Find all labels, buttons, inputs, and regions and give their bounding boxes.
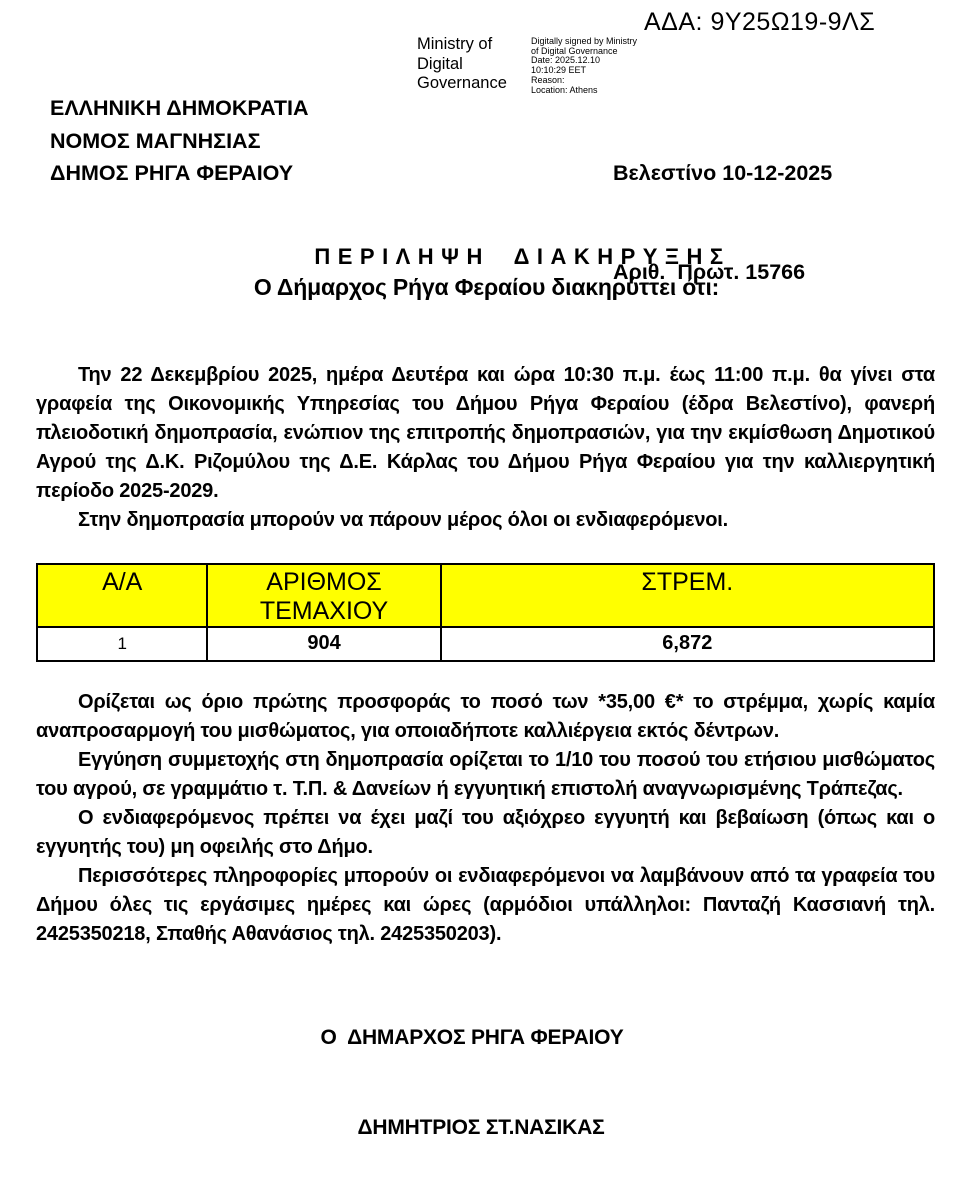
letterhead-line-republic: ΕΛΛΗΝΙΚΗ ΔΗΜΟΚΡΑΤΙΑ: [50, 96, 309, 120]
body-paragraph: Στην δημοπρασία μπορούν να πάρουν μέρος όλοι οι ενδιαφερόμενοι.: [78, 509, 728, 531]
body-paragraph: Την 22 Δεκεμβρίου 2025, ημέρα Δευτέρα και ώρα 10:30 π.μ. έως 11:00 π.μ. θα γίνει στα γραφεία της Οικονομικής Υπηρεσίας του Δήμου Ρήγα Φεραίου (έδρα Βελεστίνο), φανερή πλειοδοτική δημοπρασία, ενώπιον της επιτροπής δημοπρασιών, για την εκμίσθωση Δημοτικού Αγρού της Δ.Κ. Ριζομύλου της Δ.Ε. Κάρλας του Δήμου Ρήγα Φεραίου για την καλλιεργητική περίοδο 2025-2029.: [36, 364, 935, 502]
digital-signature-signer: Ministry of Digital Governance: [417, 35, 507, 92]
signature-detail-line: Reason:: [531, 74, 565, 85]
letterhead-line-prefecture: ΝΟΜΟΣ ΜΑΓΝΗΣΙΑΣ: [50, 128, 261, 153]
signatory-name: ΔΗΜΗΤΡΙΟΣ ΣΤ.ΝΑΣΙΚΑΣ: [357, 1116, 605, 1139]
cell-stremmata: 6,872: [441, 627, 934, 661]
signature-detail-line: Digitally signed by Ministry: [531, 36, 638, 46]
digital-signature-details: [531, 37, 661, 95]
body-paragraph: Εγγύηση συμμετοχής στη δημοπρασία ορίζεται το 1/10 του ποσού του ετήσιου μισθώματος του αγρού, σε γραμμάτιο τ. Τ.Π. & Δανείων ή εγγυητική επιστολή αναγνωρισμένης Τράπεζας.: [36, 749, 935, 800]
document-subtitle: Ο Δήμαρχος Ρήγα Φεραίου διακηρύττει ότι:: [253, 274, 720, 300]
title-block: [0, 244, 973, 301]
table-header-row: [37, 564, 934, 627]
cell-aa: 1: [37, 627, 207, 661]
reference-block: [613, 92, 832, 354]
letterhead-line-municipality: ΔΗΜΟΣ ΡΗΓΑ ΦΕΡΑΙΟΥ: [50, 161, 294, 186]
place-date: Βελεστίνο 10-12-2025: [613, 161, 833, 186]
protocol-number: Αριθ. Πρωτ. 15766: [613, 259, 806, 284]
table-header-stremmata: ΣΤΡΕΜ.: [441, 564, 934, 627]
table-row: [37, 627, 934, 661]
letterhead: [50, 92, 309, 190]
signature-detail-line: Location: Athens: [531, 84, 598, 95]
body-paragraph: Περισσότερες πληροφορίες μπορούν οι ενδιαφερόμενοι να λαμβάνουν από τα γραφεία του Δήμου όλες τις εργάσιμες ημέρες και ώρες (αρμόδιοι υπάλληλοι: Πανταζή Κασσιανή τηλ. 2425350218, Σπαθής Αθανάσιος τηλ. 2425350203).: [36, 865, 935, 945]
body-paragraph: Ο ενδιαφερόμενος πρέπει να έχει μαζί του αξιόχρεο εγγυητή και βεβαίωση (όπως και ο εγγυητής του) μη οφειλής στο Δήμο.: [36, 807, 935, 858]
signatory-title: Ο ΔΗΜΑΡΧΟΣ ΡΗΓΑ ΦΕΡΑΙΟΥ: [320, 1026, 624, 1049]
table-header-parcel-number: ΑΡΙΘΜΟΣ ΤΕΜΑΧΙΟΥ: [207, 564, 440, 627]
table-header-aa: Α/Α: [37, 564, 207, 627]
ada-code: ΑΔΑ: 9Υ25Ω19-9ΛΣ: [644, 8, 876, 36]
parcel-table: [36, 563, 935, 662]
signature-detail-line: 10:10:29 EET: [531, 65, 587, 76]
document-title: ΠΕΡΙΛΗΨΗ ΔΙΑΚΗΡΥΞΗΣ: [314, 244, 731, 269]
body-paragraph: Ορίζεται ως όριο πρώτης προσφοράς το ποσό των *35,00 €* το στρέμμα, χωρίς καμία αναπροσαρμογή του μισθώματος, για οποιαδήποτε καλλιέργεια εκτός δέντρων.: [36, 691, 935, 742]
signature-detail-line: Date: 2025.12.10: [531, 55, 601, 66]
signature-detail-line: of Digital Governance: [531, 45, 618, 56]
document-body: [36, 361, 935, 949]
cell-parcel-number: 904: [207, 627, 440, 661]
